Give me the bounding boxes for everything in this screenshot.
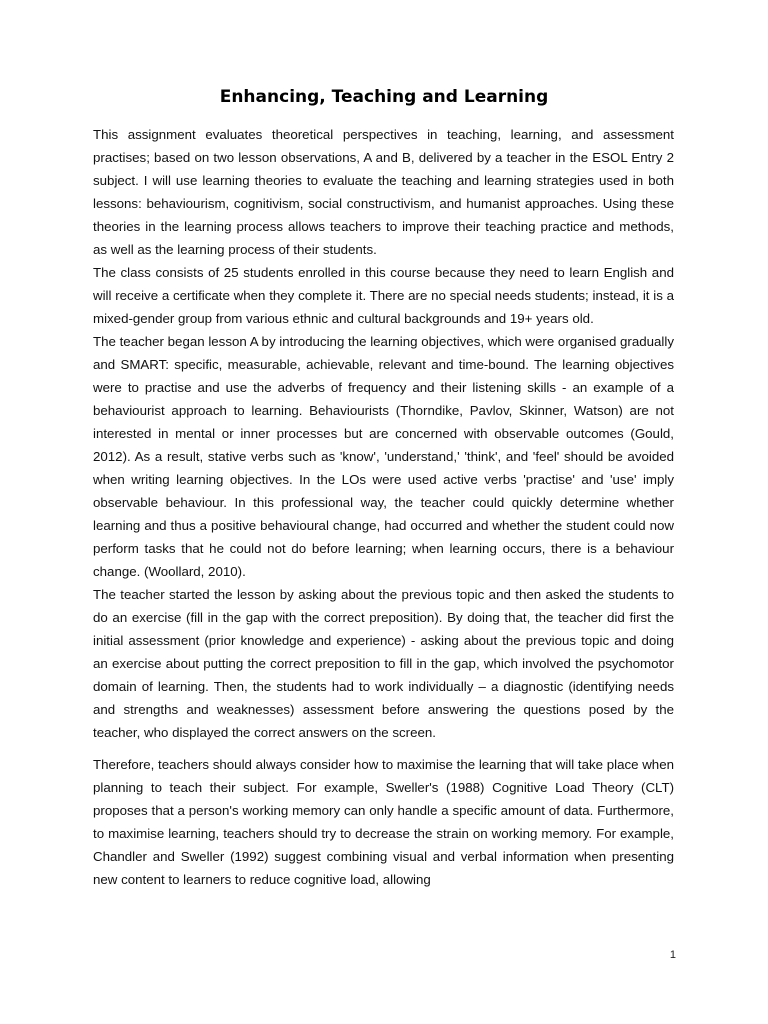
paragraph-lesson-a-objectives: The teacher began lesson A by introducing the learning objectives, which were organised gradually and SMART: specific, measurable, achievable, relevant and time-bound. The learning objectives were to practise and use the adverbs of frequency and their listening skills - an example of a behaviourist approach to learning. Behaviourists (Thorndike, Pavlov, Skinner, Watson) are not interested in mental or inner processes but are concerned with observable outcomes (Gould, 2012). As a result, stative verbs such as 'know', 'understand,' 'think', and 'feel' should be avoided when writing learning objectives. In the LOs were used active verbs 'practise' and 'use' imply observable behaviour. In this professional way, the teacher could quickly determine whether learning and thus a positive behavioural change, had occurred and whether the student could now perform tasks that he could not do before learning; when learning occurs, there is a behaviour change. (Woollard, 2010). bbox=[93, 334, 674, 579]
paragraph-initial-assessment: The teacher started the lesson by asking about the previous topic and then asked the students to do an exercise (fill in the gap with the correct preposition). By doing that, the teacher did first the initial assessment (prior knowledge and experience) - asking about the previous topic and doing an exercise about putting the correct preposition to fill in the gap, which involved the psychomotor domain of learning. Then, the students had to work individually – a diagnostic (identifying needs and strengths and weaknesses) assessment before answering the questions posed by the teacher, who displayed the correct answers on the screen. bbox=[93, 587, 674, 740]
document-title: Enhancing, Teaching and Learning bbox=[219, 87, 549, 107]
paragraph-introduction: This assignment evaluates theoretical perspectives in teaching, learning, and assessment practises; based on two lesson observations, A and B, delivered by a teacher in the ESOL Entry 2 subject. I will use learning theories to evaluate the teaching and learning strategies used in both lessons: behaviourism, cognitivism, social constructivism, and humanist approaches. Using these theories in the learning process allows teachers to improve their teaching practice and methods, as well as the learning process of their students. bbox=[93, 127, 674, 257]
paragraph-cognitive-load: Therefore, teachers should always consider how to maximise the learning that will take place when planning to teach their subject. For example, Sweller's (1988) Cognitive Load Theory (CLT) proposes that a person's working memory can only handle a specific amount of data. Furthermore, to maximise learning, teachers should try to decrease the strain on working memory. For example, Chandler and Sweller (1992) suggest combining visual and verbal information when presenting new content to learners to reduce cognitive load, allowing bbox=[93, 757, 674, 887]
document-body bbox=[93, 123, 674, 891]
paragraph-class-description: The class consists of 25 students enrolled in this course because they need to learn English and will receive a certificate when they complete it. There are no special needs students; instead, it is a mixed-gender group from various ethnic and cultural backgrounds and 19+ years old. bbox=[93, 265, 674, 326]
page-number: 1 bbox=[669, 949, 676, 961]
